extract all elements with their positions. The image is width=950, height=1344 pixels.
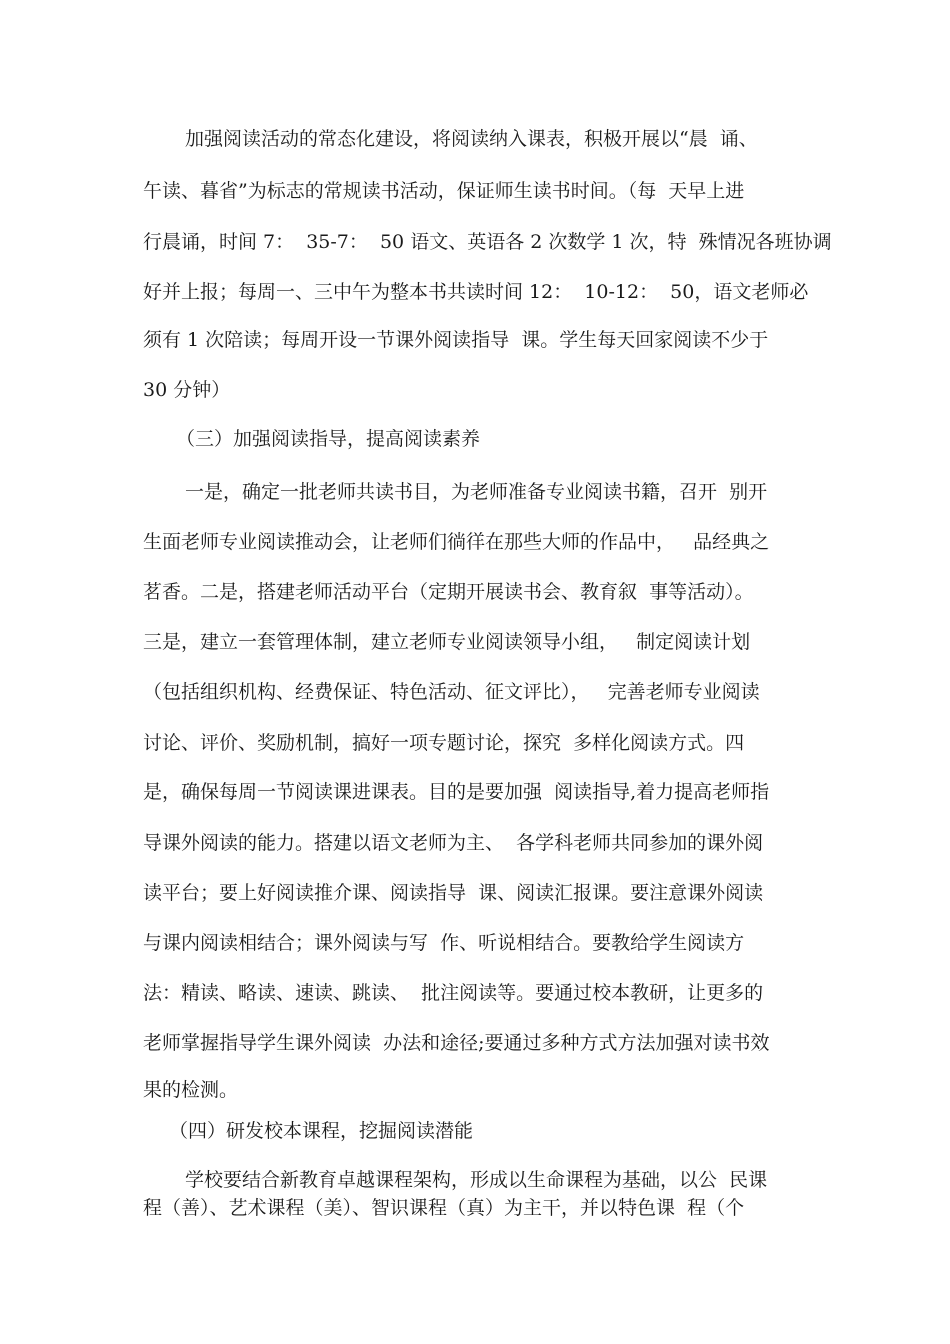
paragraph-line: 30 分钟） [143, 379, 231, 401]
paragraph-line: 法：精读、略读、速读、跳读、 批注阅读等。要通过校本教研，让更多的 [143, 982, 764, 1004]
paragraph-line: 读平台；要上好阅读推介课、阅读指导 课、阅读汇报课。要注意课外阅读 [143, 882, 764, 904]
section-heading-3: （三）加强阅读指导，提高阅读素养 [176, 428, 481, 450]
paragraph-line: 行晨诵，时间 7： 35-7： 50 语文、英语各 2 次数学 1 次，特 殊情况各班协调 [143, 231, 832, 253]
paragraph-line: 须有 1 次陪读；每周开设一节课外阅读指导 课。学生每天回家阅读不少于 [143, 329, 769, 351]
paragraph-line: 是，确保每周一节阅读课进课表。目的是要加强 阅读指导,着力提高老师指 [143, 781, 770, 803]
paragraph-line: 一是，确定一批老师共读书目，为老师准备专业阅读书籍，召开 别开 [185, 481, 768, 503]
paragraph-line: 三是，建立一套管理体制，建立老师专业阅读领导小组， 制定阅读计划 [143, 631, 751, 653]
paragraph-line: 午读、暮省”为标志的常规读书活动，保证师生读书时间。（每 天早上进 [143, 180, 745, 202]
paragraph-line: 导课外阅读的能力。搭建以语文老师为主、 各学科老师共同参加的课外阅 [143, 832, 764, 854]
paragraph-line: 好并上报；每周一、三中午为整本书共读时间 12： 10-12： 50，语文老师必 [143, 281, 809, 303]
paragraph-line: 加强阅读活动的常态化建设，将阅读纳入课表，积极开展以“晨 诵、 [185, 128, 758, 150]
paragraph-line: 讨论、评价、奖励机制，搞好一项专题讨论，探究 多样化阅读方式。四 [143, 732, 745, 754]
paragraph-line: 与课内阅读相结合；课外阅读与写 作、听说相结合。要教给学生阅读方 [143, 932, 745, 954]
paragraph-line: 果的检测。 [143, 1079, 239, 1101]
section-heading-4: （四）研发校本课程，挖掘阅读潜能 [169, 1120, 474, 1142]
paragraph-line: 老师掌握指导学生课外阅读 办法和途径;要通过多种方式方法加强对读书效 [143, 1032, 770, 1054]
paragraph-line: 学校要结合新教育卓越课程架构，形成以生命课程为基础，以公 民课 [185, 1169, 768, 1191]
paragraph-line: 程（善）、艺术课程（美）、智识课程（真）为主干，并以特色课 程（个 [143, 1197, 745, 1219]
paragraph-line: 生面老师专业阅读推动会，让老师们徜徉在那些大师的作品中， 品经典之 [143, 531, 770, 553]
paragraph-line: （包括组织机构、经费保证、特色活动、征文评比）， 完善老师专业阅读 [143, 681, 760, 703]
paragraph-line: 茗香。二是，搭建老师活动平台（定期开展读书会、教育叙 事等活动）。 [143, 581, 754, 603]
